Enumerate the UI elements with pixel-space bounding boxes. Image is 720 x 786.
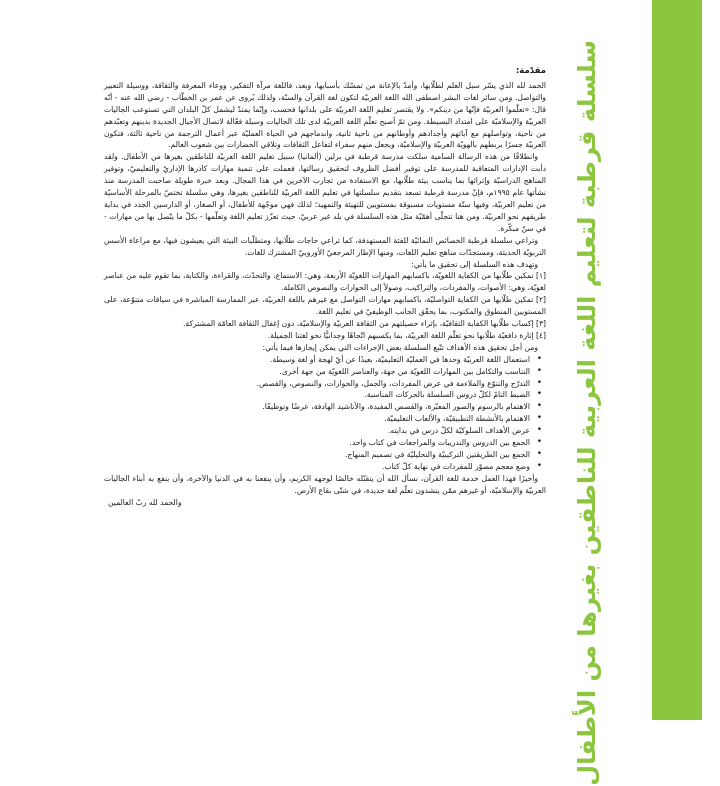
paragraph-3: وتراعي سلسلة قرطبة الخصائص النمائيّة للفئة المستهدفة، كما تراعي حاجات طلّابها، ومتطلّبات البيئة التي يعيشون فيها، مع مراعاة الأسس التربويّة الحديثة، ومستجدّات مناهج تعليم اللغات، ومنها الإطار المرجعيّ الأوروبيّ المشترك للغات. [104, 235, 546, 257]
goal-item: [٤] إثارة دافعيّة طلّابها نحو تعلّم اللغة العربيّة، بما يكسبهم اتّجاهًا وجدانيًّا نحو لغتنا الجميلة. [267, 330, 546, 340]
signature: والحمد لله ربّ العالمين [108, 497, 182, 507]
procedure-item: • التدرّج والتنوّع والملاءمة في عرض المفردات، والجمل، والحوارات، والنصوص، والقصص. [104, 378, 530, 390]
procedure-item: • الجمع بين الدروس والتدريبات والمراجعات في كتاب واحد. [104, 437, 530, 449]
goal-item: [٣] إكساب طلّابها الكفاية الثقافيّة، بإثراء حصيلتهم من الثقافة العربيّة والإسلاميّة، دون إغفال الثقافة العامّة المشتركة. [182, 319, 546, 329]
goal-item: [١] تمكين طلّابها من الكفاية اللغويّة، باكسابهم المهارات اللغويّة الأربعة، وهي: الاستماع، والتحدّث، والقراءة، والكتابة، بما تقوم عليه من عناصر لغويّة، وهي: الأصوات، والمفردات، والتراكيب، وصولاً إلى الحوارات والنصوص الكاملة. [104, 271, 546, 293]
procedure-item: • التناسب والتكامل بين المهارات اللغويّة من جهة، والعناصر اللغويّة من جهة أخرى. [104, 366, 530, 378]
series-title: سلسلة قرطبة لتعليم اللغة العربية للناطقين بغيرها من الأطفال [573, 40, 601, 786]
goal-item: [٢] تمكين طلّابها من الكفاية التواصليّة، باكسابهم مهارات التواصل مع غيرهم باللغة العربيّة، عبر الممارسة المباشرة في سياقات متنوّعة، على المستويين المنطوق والمكتوب، بما يحقّق الجانب الوظيفيّ في تعليم اللغة. [104, 295, 546, 317]
intro-heading: مقدّمة: [515, 66, 546, 76]
procedures-list [104, 354, 546, 473]
procedures-intro: ومن أجل تحقيق هذه الأهداف تتّبع السلسلة بعض الإجراءات التي يمكن إيجازها فيما يأتي: [262, 342, 538, 352]
procedure-item: • الجمع بين الطريقتين التركيبيّة والتحليليّة في تصميم المنهاج. [104, 449, 530, 461]
closing-paragraph: وأخيرًا فهذا العمل خدمة للغة القرآن، نسأل الله أن يتقبّله خالصًا لوجهه الكريم، وأن ينفعنا به في الدنيا والآخرة، وأن ينفع به أبناء الجاليات العربيّة والإسلاميّة، أو غيرهم ممّن ينشدون تعلّم لغة جديدة، في شتّى بقاع الأرض. [104, 473, 546, 495]
introduction-body [104, 66, 546, 509]
paragraph-1: الحمد لله الذي يسّر سبل العلم لطلّابها، وأمدّ بالإعانة من تمسّك بأسبابها، وبعد، فاللغة مرآة التفكير، ووعاء المعرفة والثقافة، ووسيلة التعبير والتواصل. ومن سائر لغات البشر اصطفى الله اللغة العربيّة لتكون لغة القرآن والسنّة، ولذلك يُروى عن عمر بن الخطّاب - رضي الله عنه - أنّه قال: «تعلّموا العربيّة فإنّها من دينكم». ولا يقتصر تعليم اللغة العربيّة على بلدانها فحسب، وإنّما يمتدّ ليشمل كلّ البلدان التي تستوعب الجاليات العربيّة والإسلاميّة على امتداد البسيطة. ومن ثمّ أصبح تعلّم اللغة العربيّة لدى تلك الجاليات وسيلة فعّالة لاتصال الأجيال الجديدة بدينهم وتعبّدهم من ناحية، وتواصلهم مع آبائهم وأجدادهم وأوطانهم من ناحية ثانية، واندماجهم في الحياة العمليّة عبر أعمال الترجمة من ناحية ثالثة، فتكون العربيّة جسرًا يربطهم بالهويّة العربيّة والإسلاميّة، ويجعل منهم سفراء لتفاعل الثقافات وتلاقي الحضارات بين شعوب العالم. [104, 80, 546, 150]
goals-list [104, 270, 546, 341]
paragraph-2: وانطلاقًا من هذه الرسالة السامية سلكت مدرسة قرطبة في برلين (ألمانيا) سبيل تعليم اللغة العربيّة للناطقين بغيرها من الأطفال. ولقد دأبت الإدارات المتعاقبة للمدرسة على توفير أفضل الظروف لتحقيق رسالتها، فعملت على تنمية مهارات كادرها الإداريّ والتعليميّ، وتوفير المناهج الدراسيّة وإثرائها بما يناسب بيئة طلّابها، مع الاستفادة من تجارب الآخرين في هذا المجال. وبعد خبرة طويلة صاحبت المدرسة منذ نشأتها عام ١٩٩٥م، فإنّ مدرسة قرطبة تسعد بتقديم سلسلتها في تعليم اللغة العربيّة للناطقين بغيرها، وهي سلسلة تختصّ بالمرحلة الأساسيّة من تعليم العربيّة، وفيها ستّة مستويات مسبوقة بمستويين للتهيئة والتمهيد؛ لذلك فهي موجّهة للأطفال، أو الصغار، أو الدارسين الجدد في بداية طريقهم نحو العربيّة. ومن هنا تتجلّى أهمّيّة مثل هذه السلسلة في بلد غير عربيّ، حيث تعزّز تعليم اللغة وتعلّمها - بكلّ ما يتّصل بها من مهارات - في سنّ مبكّرة. [104, 152, 546, 233]
procedure-item: • استعمال اللغة العربيّة وحدها في العمليّة التعليميّة، بعيدًا عن أيّ لهجة أو لغة وسيطة. [104, 354, 530, 366]
procedure-item: • الاهتمام بالرسوم والصور المعبّرة، والقصص المفيدة، والأناشيد الهادفة، عرضًا وتوظيفًا. [104, 401, 530, 413]
green-side-bar [652, 0, 702, 720]
paragraph-4: وتهدف هذه السلسلة إلى تحقيق ما يأتي: [411, 259, 538, 269]
procedure-item: • عرض الأهداف السلوكيّة لكلّ درس في بدايته. [104, 425, 530, 437]
procedure-item: • الضبط التامّ لكلّ دروس السلسلة بالحركات المناسبة. [104, 389, 530, 401]
procedure-item: • وضع معجم مصوّر للمفردات في نهاية كلّ كتاب. [104, 461, 530, 473]
procedure-item: • الاهتمام بالأنشطة التطبيقيّة، والألعاب التعليميّة. [104, 413, 530, 425]
